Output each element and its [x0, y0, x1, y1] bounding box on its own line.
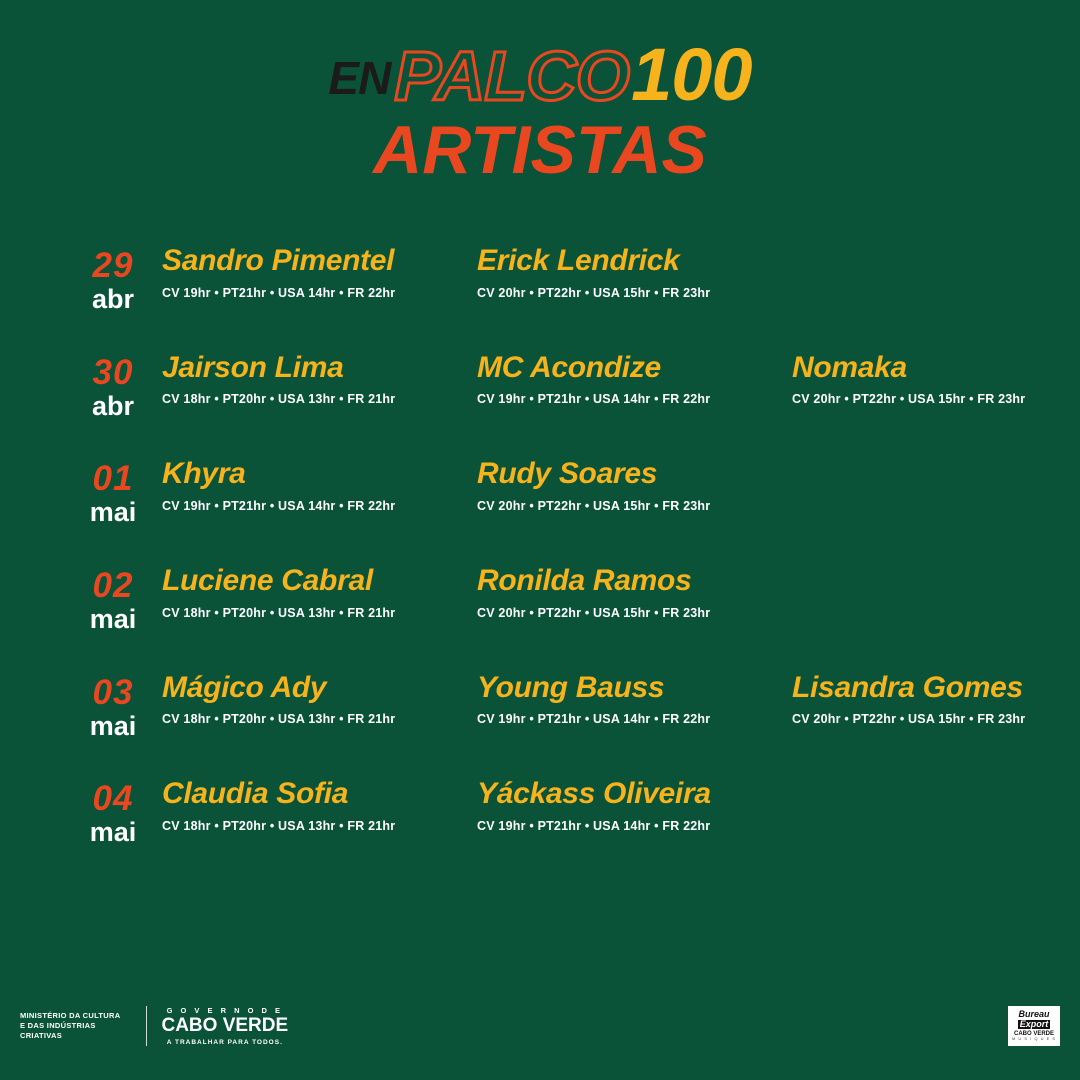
title-word-artistas: ARTISTAS — [373, 112, 707, 188]
act-entry — [477, 246, 792, 300]
act-entry — [162, 350, 477, 407]
date-month: abr — [91, 390, 135, 421]
act-times: CV 18hr • PT20hr • USA 13hr • FR 21hr — [162, 712, 396, 727]
act-times: CV 18hr • PT20hr • USA 13hr • FR 21hr — [162, 605, 396, 620]
act-times: CV 20hr • PT22hr • USA 15hr • FR 23hr — [477, 285, 711, 300]
schedule-day-row — [64, 350, 1030, 422]
government-name: CABO VERDE — [161, 1014, 289, 1036]
date-day: 29 — [92, 246, 134, 285]
act-times: CV 20hr • PT22hr • USA 15hr • FR 23hr — [792, 712, 1026, 727]
act-name: Nomaka — [792, 350, 907, 384]
bureau-line-4: M U S I Q U E S — [1011, 1036, 1057, 1042]
bureau-line-1: Bureau — [1018, 1009, 1050, 1020]
schedule-day-row — [64, 779, 1030, 848]
title-word-100: 100 — [631, 33, 752, 116]
date-month: mai — [89, 817, 137, 848]
act-entry — [477, 779, 792, 833]
act-times: CV 19hr • PT21hr • USA 14hr • FR 22hr — [477, 712, 711, 727]
act-times: CV 20hr • PT22hr • USA 15hr • FR 23hr — [792, 392, 1026, 407]
act-times: CV 20hr • PT22hr • USA 15hr • FR 23hr — [477, 498, 711, 513]
date-day: 03 — [92, 672, 134, 712]
act-entry — [162, 670, 477, 727]
schedule-list — [0, 246, 1080, 848]
act-name: Lisandra Gomes — [792, 670, 1023, 704]
act-times: CV 19hr • PT21hr • USA 14hr • FR 22hr — [162, 285, 396, 300]
date-block — [64, 673, 162, 742]
date-month: mai — [89, 710, 137, 741]
act-name: Ronilda Ramos — [477, 564, 692, 598]
act-name: Rudy Soares — [477, 457, 658, 491]
act-name: Sandro Pimentel — [162, 244, 395, 277]
ministry-logo — [20, 1011, 132, 1041]
act-name: Luciene Cabral — [162, 564, 373, 598]
act-times: CV 19hr • PT21hr • USA 14hr • FR 22hr — [477, 819, 711, 834]
act-times: CV 19hr • PT21hr • USA 14hr • FR 22hr — [477, 392, 711, 407]
date-block — [64, 459, 162, 528]
act-entry — [162, 779, 477, 833]
date-block — [64, 566, 162, 635]
act-entry — [162, 246, 477, 300]
date-block — [64, 353, 162, 422]
schedule-day-row — [64, 566, 1030, 635]
ministry-line-1: MINISTÉRIO DA CULTURA — [20, 1010, 121, 1020]
bureau-line-2: Export — [1019, 1018, 1049, 1029]
date-day: 04 — [92, 779, 134, 819]
date-block — [64, 779, 162, 848]
title-word-palco: PALCO — [394, 37, 630, 115]
date-month: mai — [89, 497, 137, 528]
schedule-day-row — [64, 246, 1030, 315]
acts-container — [162, 246, 1030, 300]
date-month: mai — [89, 604, 137, 635]
act-times: CV 18hr • PT20hr • USA 13hr • FR 21hr — [162, 392, 396, 407]
schedule-day-row — [64, 670, 1030, 742]
date-day: 02 — [92, 566, 134, 606]
act-times: CV 20hr • PT22hr • USA 15hr • FR 23hr — [477, 605, 711, 620]
acts-container — [162, 670, 1080, 727]
government-tagline: A TRABALHAR PARA TODOS. — [166, 1038, 283, 1046]
acts-container — [162, 779, 1030, 833]
act-entry — [792, 350, 1080, 407]
act-entry — [477, 350, 792, 407]
bureau-export-logo — [1008, 1006, 1060, 1046]
title-line-1 — [0, 33, 1080, 116]
government-logo — [161, 1006, 288, 1047]
acts-container — [162, 459, 1030, 513]
act-name: MC Acondize — [477, 350, 661, 384]
act-entry — [162, 459, 477, 513]
act-entry — [162, 566, 477, 620]
act-name: Jairson Lima — [162, 350, 344, 384]
act-entry — [477, 566, 792, 620]
title-word-en: EN — [328, 52, 391, 104]
footer-logos-left — [20, 1006, 288, 1047]
date-block — [64, 246, 162, 315]
title-line-2 — [0, 112, 1080, 188]
acts-container — [162, 350, 1080, 407]
act-name: Young Bauss — [477, 670, 665, 704]
date-day: 30 — [92, 352, 134, 392]
schedule-day-row — [64, 459, 1030, 528]
date-day: 01 — [92, 459, 134, 499]
act-entry — [477, 670, 792, 727]
act-name: Erick Lendrick — [477, 244, 680, 277]
poster-header — [0, 0, 1080, 188]
act-name: Yáckass Oliveira — [477, 777, 711, 811]
ministry-line-2: E DAS INDÚSTRIAS — [20, 1020, 96, 1030]
bureau-line-3: CABO VERDE — [1013, 1031, 1054, 1038]
act-name: Claudia Sofia — [162, 777, 349, 811]
act-name: Khyra — [162, 457, 246, 491]
poster-footer — [0, 996, 1080, 1056]
act-entry — [792, 670, 1080, 727]
acts-container — [162, 566, 1030, 620]
act-times: CV 19hr • PT21hr • USA 14hr • FR 22hr — [162, 498, 396, 513]
act-entry — [477, 459, 792, 513]
act-name: Mágico Ady — [162, 670, 327, 704]
government-label: G O V E R N O D E — [166, 1005, 284, 1015]
footer-divider — [146, 1006, 147, 1046]
date-month: abr — [91, 284, 135, 314]
act-times: CV 18hr • PT20hr • USA 13hr • FR 21hr — [162, 819, 396, 834]
ministry-line-3: CRIATIVAS — [20, 1031, 63, 1041]
